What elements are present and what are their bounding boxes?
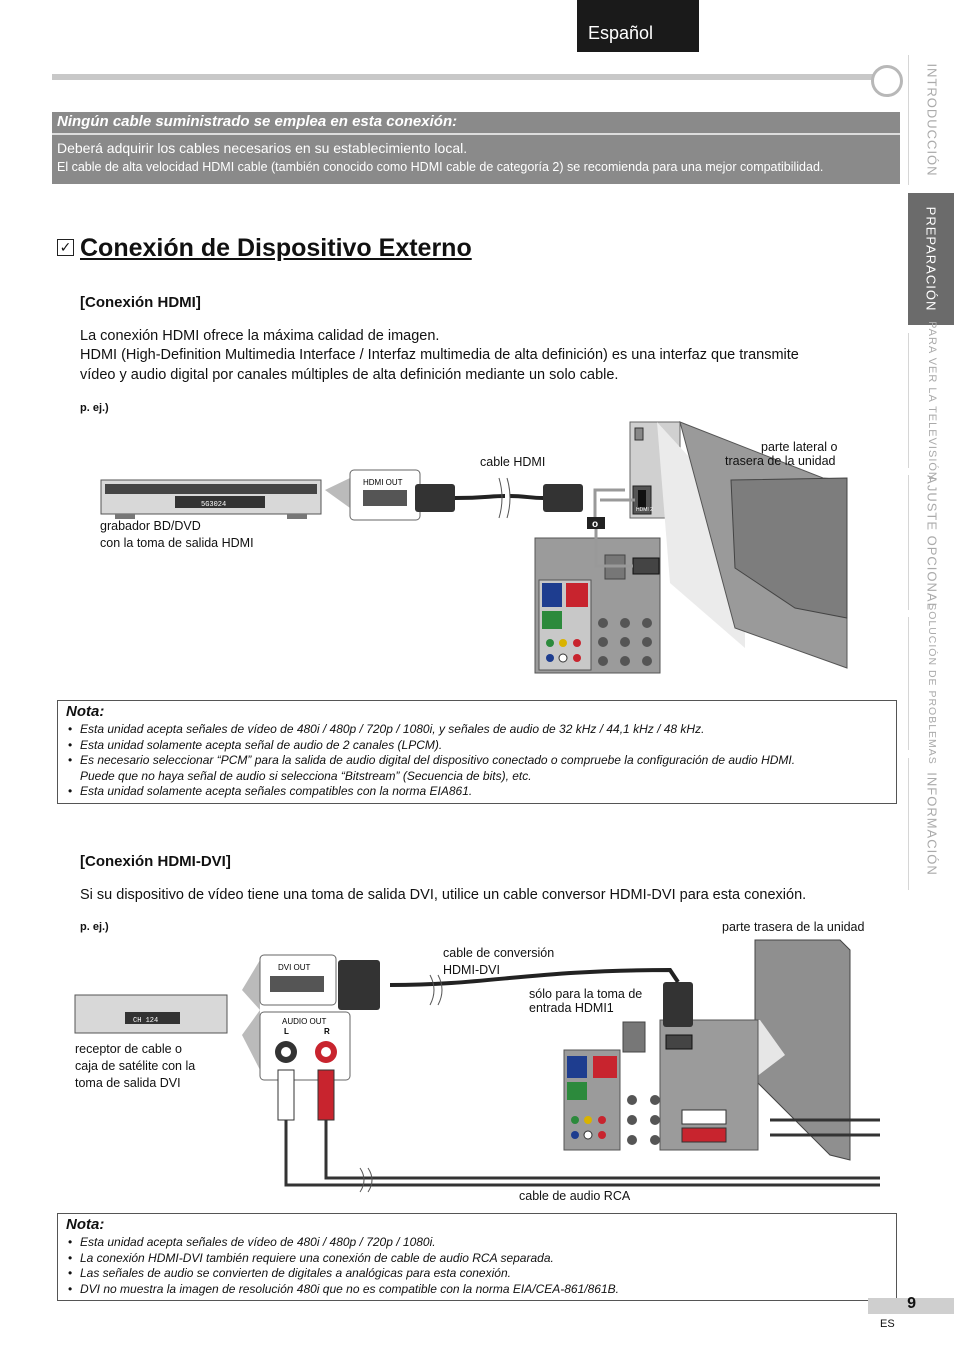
dvi-example-label: p. ej.) — [80, 921, 109, 933]
note-1-item: • Esta unidad solamente acepta señal de audio de 2 canales (LPCM). — [80, 738, 795, 754]
cable-hdmi-label: cable HDMI — [480, 455, 546, 469]
svg-text:CH 124: CH 124 — [133, 1017, 159, 1025]
device-label-2: con la toma de salida HDMI — [100, 536, 254, 550]
note-2-item: • La conexión HDMI-DVI también requiere una conexión de cable de audio RCA separada. — [80, 1251, 619, 1267]
note-2-item: • DVI no muestra la imagen de resolución 480i que no es compatible con la norma EIA/CEA-861/861B. — [80, 1282, 619, 1298]
section-title: Conexión de Dispositivo Externo — [80, 234, 472, 262]
dvi-cable-label-2: HDMI-DVI — [443, 963, 500, 977]
rca-plug-red — [318, 1070, 334, 1120]
unit-side-label-2: trasera de la unidad — [725, 454, 836, 468]
svg-text:o: o — [592, 519, 599, 530]
svg-text:R: R — [324, 1027, 330, 1036]
dvi-heading: [Conexión HDMI-DVI] — [80, 853, 231, 870]
dvi-paragraph: Si su dispositivo de vídeo tiene una toma de salida DVI, utilice un cable conversor HDMI-DVI para esta conexión. — [80, 887, 807, 903]
banner-line-1: Deberá adquirir los cables necesarios en su establecimiento local. — [57, 140, 468, 156]
hdmi-example-label: p. ej.) — [80, 402, 109, 414]
sidebar-item-solucion[interactable]: SOLUCIÓN DE PROBLEMAS — [908, 617, 954, 750]
page-number: 9 — [907, 1295, 916, 1312]
note-1-title: Nota: — [66, 703, 105, 720]
banner-title: Ningún cable suministrado se emplea en esta conexión: — [57, 113, 458, 130]
lang-code: ES — [880, 1318, 895, 1330]
svg-text:AUDIO OUT: AUDIO OUT — [282, 1017, 327, 1026]
cables-banner — [52, 112, 900, 184]
header-rule — [52, 74, 880, 80]
banner-divider — [52, 133, 900, 135]
hdmi1-only-label-2: entrada HDMI1 — [529, 1001, 614, 1015]
sidebar-item-preparacion[interactable]: PREPARACIÓN — [908, 193, 954, 325]
side-port-label: HDMI 2 — [636, 507, 653, 513]
note-box-2 — [57, 1213, 897, 1301]
dvi-cable-label-1: cable de conversión — [443, 946, 555, 960]
sidebar-item-para-ver[interactable]: PARA VER LA TELEVISIÓN — [908, 333, 954, 468]
hdmi-paragraph-1: La conexión HDMI ofrece la máxima calidad de imagen. — [80, 328, 440, 344]
hdmi-heading: [Conexión HDMI] — [80, 294, 201, 311]
svg-text:L: L — [284, 1027, 289, 1036]
hdmi-paragraph-3: vídeo y audio digital por canales múltiples de alta definición mediante un solo cable. — [80, 367, 619, 383]
svg-text:HDMI OUT: HDMI OUT — [363, 478, 403, 487]
page-number-bar — [868, 1295, 954, 1314]
note-1-item: • Es necesario seleccionar “PCM” para la salida de audio digital del dispositivo conectado o compruebe la configuración de audio HDMI. — [80, 753, 795, 769]
hdmi-paragraph-2: HDMI (High-Definition Multimedia Interface / Interfaz multimedia de alta definición) es una interfaz que transmite — [80, 347, 799, 363]
hdmi-plug-left — [415, 484, 455, 512]
header-rule-circle — [871, 65, 903, 97]
rear-hdmi-port — [633, 558, 659, 574]
sidebar-item-informacion[interactable]: INFORMACIÓN — [908, 758, 954, 890]
receiver-label-3: toma de salida DVI — [75, 1076, 181, 1090]
sidebar-item-ajuste[interactable]: AJUSTE OPCIONAL — [908, 475, 954, 610]
dvi-plug — [338, 960, 380, 1010]
note-1-item: • Esta unidad solamente acepta señales compatibles con la norma EIA861. — [80, 784, 795, 800]
language-tab: Español — [577, 0, 699, 52]
note-1-item-cont: Puede que no haya señal de audio si selecciona “Bitstream” (Secuencia de bits), etc. — [80, 768, 532, 783]
svg-text:DVI OUT: DVI OUT — [278, 963, 311, 972]
receiver-label-1: receptor de cable o — [75, 1042, 183, 1056]
receiver-label-2: caja de satélite con la — [75, 1059, 196, 1073]
rear-hdmi-port — [666, 1035, 692, 1049]
hdmi-plug-right — [543, 484, 583, 512]
device-label-1: grabador BD/DVD — [100, 519, 201, 533]
note-2-item: • Esta unidad acepta señales de vídeo de 480i / 480p / 720p / 1080i. — [80, 1235, 619, 1251]
note-box-1 — [57, 700, 897, 804]
rca-cable-label: cable de audio RCA — [519, 1189, 631, 1203]
banner-line-2: El cable de alta velocidad HDMI cable (también conocido como HDMI cable de categoría 2) se recomienda para una mejor compatibilidad. — [57, 160, 824, 174]
dvi-unit-label: parte trasera de la unidad — [722, 920, 865, 934]
svg-text:5G3024: 5G3024 — [201, 501, 227, 509]
note-2-item: • Las señales de audio se convierten de digitales a analógicas para esta conexión. — [80, 1266, 619, 1282]
sidebar-item-introduccion[interactable]: INTRODUCCIÓN — [908, 55, 954, 185]
checkbox-icon: ✓ — [57, 239, 74, 256]
note-2-title: Nota: — [66, 1216, 105, 1233]
hdmi-plug — [663, 982, 693, 1027]
note-1-item: • Esta unidad acepta señales de vídeo de 480i / 480p / 720p / 1080i, y señales de audio de 32 kHz / 44,1 kHz / 48 kHz. — [80, 722, 795, 738]
unit-side-label-1: parte lateral o — [761, 440, 838, 454]
hdmi1-only-label-1: sólo para la toma de — [529, 987, 643, 1001]
rca-plug-white — [278, 1070, 294, 1120]
